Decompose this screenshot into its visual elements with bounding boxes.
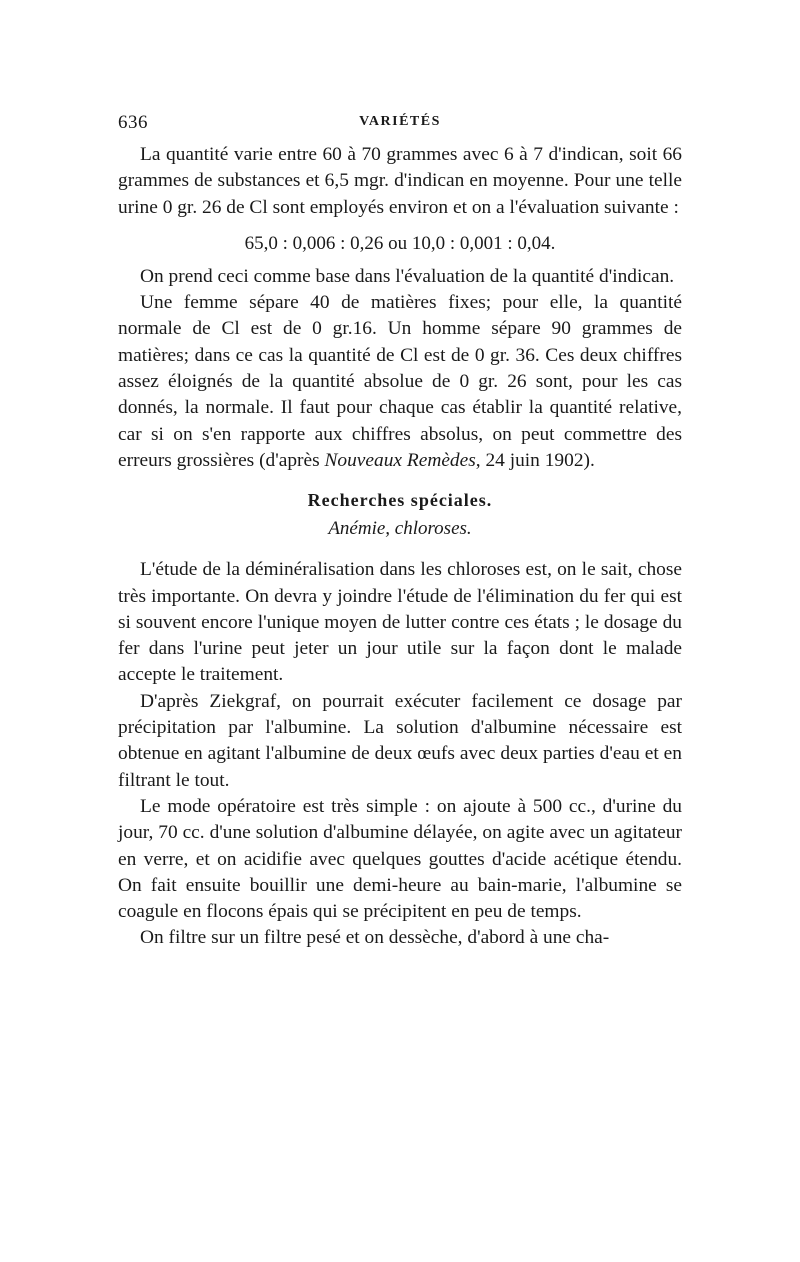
book-page (118, 112, 682, 952)
evaluation-formula: 65,0 : 0,006 : 0,26 ou 10,0 : 0,001 : 0,04. (244, 232, 556, 254)
paragraph-text: Une femme sépare 40 de matières fixes; pour elle, la quantité normale de Cl est de 0 gr.16. Un homme sépare 90 grammes de matières; dans ce cas la quantité de Cl est de 0 gr. 36. Ces deux chiffres assez éloignés de la quantité absolue de 0 gr. 26 sont, pour les cas donnés, la normale. Il faut pour chaque cas établir la quantité relative, car si on s'en rapporte aux chiffres absolus, on peut commettre des erreurs grossières (d'après (118, 292, 682, 471)
running-title: VARIÉTÉS (359, 114, 441, 129)
paragraph-relative-quantity (118, 290, 682, 474)
paragraph-ziekgraf: D'après Ziekgraf, on pourrait exécuter facilement ce dosage par précipitation par l'albumine. La solution d'albumine nécessaire est obtenue en agitant l'albumine de deux œufs avec deux parties d'eau et en filtrant le tout. (118, 690, 682, 791)
page-number: 636 (118, 112, 148, 133)
paragraph-operating-mode: Le mode opératoire est très simple : on ajoute à 500 cc., d'urine du jour, 70 cc. d'une solution d'albumine délayée, on agite avec un agitateur en verre, et on acidifie avec quelques gouttes d'acide acétique étendu. On fait ensuite bouillir une demi-heure au bain-marie, l'albumine se coagule en flocons épais qui se précipitent en peu de temps. (118, 795, 682, 923)
paragraph-demineralisation: L'étude de la déminéralisation dans les chloroses est, on le sait, chose très importante. On devra y joindre l'étude de l'élimination du fer qui est si souvent encore l'unique moyen de lutter contre ces états ; le dosage du fer dans l'urine peut jeter un jour utile sur la façon dont le malade accepte le traitement. (118, 559, 682, 686)
paragraph-base-evaluation: On prend ceci comme base dans l'évaluation de la quantité d'indican. (140, 265, 675, 287)
paragraph-indican-quantity: La quantité varie entre 60 à 70 grammes avec 6 à 7 d'indican, soit 66 grammes de substances et 6,5 mgr. d'indican en moyenne. Pour une telle urine 0 gr. 26 de Cl sont employés environ et on a l'évaluation suivante : (118, 144, 682, 218)
paragraph-filtration: On filtre sur un filtre pesé et on dessèche, d'abord à une cha- (140, 927, 610, 949)
section-subheading: Anémie, chloroses. (328, 518, 472, 540)
source-date: , 24 juin 1902). (475, 449, 595, 471)
section-heading: Recherches spéciales. (307, 490, 493, 511)
page-header (118, 112, 682, 142)
source-title: Nouveaux Remèdes (324, 449, 476, 471)
